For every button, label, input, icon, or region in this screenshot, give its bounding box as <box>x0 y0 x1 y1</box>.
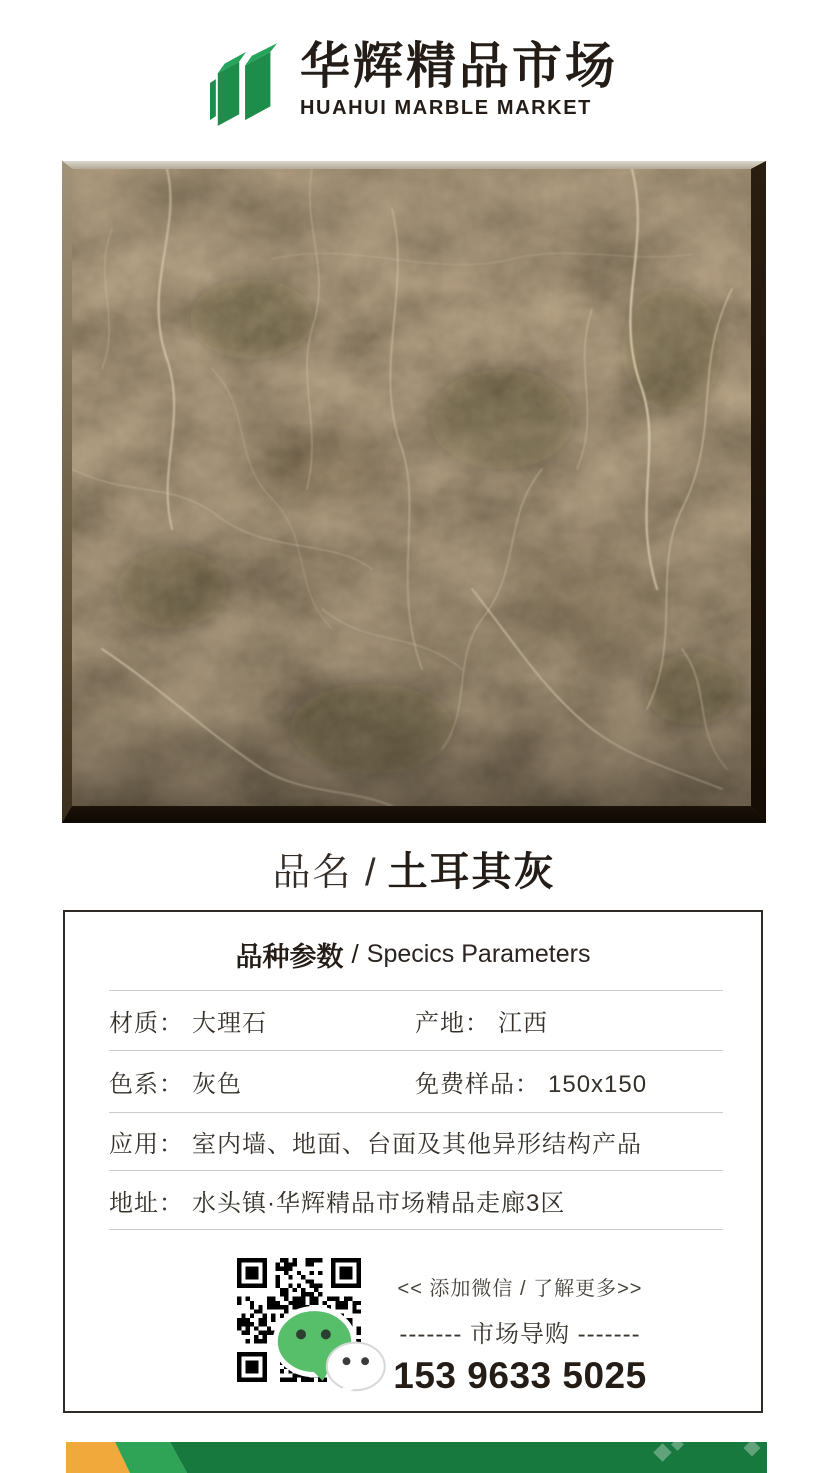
param-color-family <box>109 1064 242 1099</box>
logo-title-zh: 华辉精品市场 <box>300 38 618 94</box>
param-value: 灰色 <box>192 1070 242 1098</box>
product-name-value: 土耳其灰 <box>387 849 556 894</box>
parameters-header <box>65 932 761 976</box>
param-row-material-origin <box>109 1003 723 1037</box>
param-label: 地址： <box>109 1189 184 1217</box>
product-title <box>0 842 828 894</box>
param-label: 免费样品： <box>415 1070 540 1098</box>
divider <box>109 990 723 991</box>
param-row-application <box>109 1124 723 1158</box>
marble-tile-image <box>62 161 766 823</box>
param-label: 应用： <box>109 1130 184 1158</box>
parameters-title-zh: 品种参数 <box>235 941 344 972</box>
param-label: 材质： <box>109 1009 184 1037</box>
divider <box>109 1170 723 1171</box>
parameters-title-en: Specics Parameters <box>366 939 591 968</box>
param-value: 江西 <box>498 1009 548 1037</box>
param-value: 大理石 <box>192 1009 267 1037</box>
param-material <box>109 1003 267 1038</box>
qr-code <box>237 1258 361 1382</box>
footer-ribbon <box>66 1442 767 1473</box>
param-value: 水头镇·华辉精品市场精品走廊3区 <box>192 1189 566 1217</box>
tile-bevel-right <box>751 161 766 823</box>
param-origin <box>415 1003 548 1038</box>
tile-bevel-top <box>62 161 766 169</box>
divider <box>109 1229 723 1230</box>
divider <box>109 1050 723 1051</box>
wechat-hint: << 添加微信 / 了解更多>> <box>397 1278 643 1300</box>
marble-slabs-logo-icon <box>210 42 286 128</box>
param-free-sample <box>415 1064 647 1099</box>
param-value: 室内墙、地面、台面及其他异形结构产品 <box>192 1130 642 1158</box>
logo-text <box>300 38 618 120</box>
logo-title-en: HUAHUI MARBLE MARKET <box>300 97 592 119</box>
product-name-label: 品名 / <box>272 851 378 894</box>
param-label: 产地： <box>415 1009 490 1037</box>
parameters-title-separator: / <box>351 938 359 969</box>
wechat-icon <box>269 1292 393 1416</box>
tile-bevel-left <box>62 161 72 823</box>
param-value: 150x150 <box>548 1070 648 1098</box>
tile-bevel-bottom <box>62 806 766 823</box>
phone-number: 153 9633 5025 <box>393 1355 647 1396</box>
param-address <box>109 1183 565 1218</box>
param-row-color-sample <box>109 1064 723 1098</box>
contact-block <box>390 1266 650 1396</box>
param-label: 色系： <box>109 1070 184 1098</box>
param-application <box>109 1124 642 1159</box>
logo <box>0 38 828 130</box>
market-guide-label: ------- 市场导购 ------- <box>399 1321 641 1348</box>
marble-texture <box>72 169 751 806</box>
param-row-address <box>109 1183 723 1217</box>
divider <box>109 1112 723 1113</box>
